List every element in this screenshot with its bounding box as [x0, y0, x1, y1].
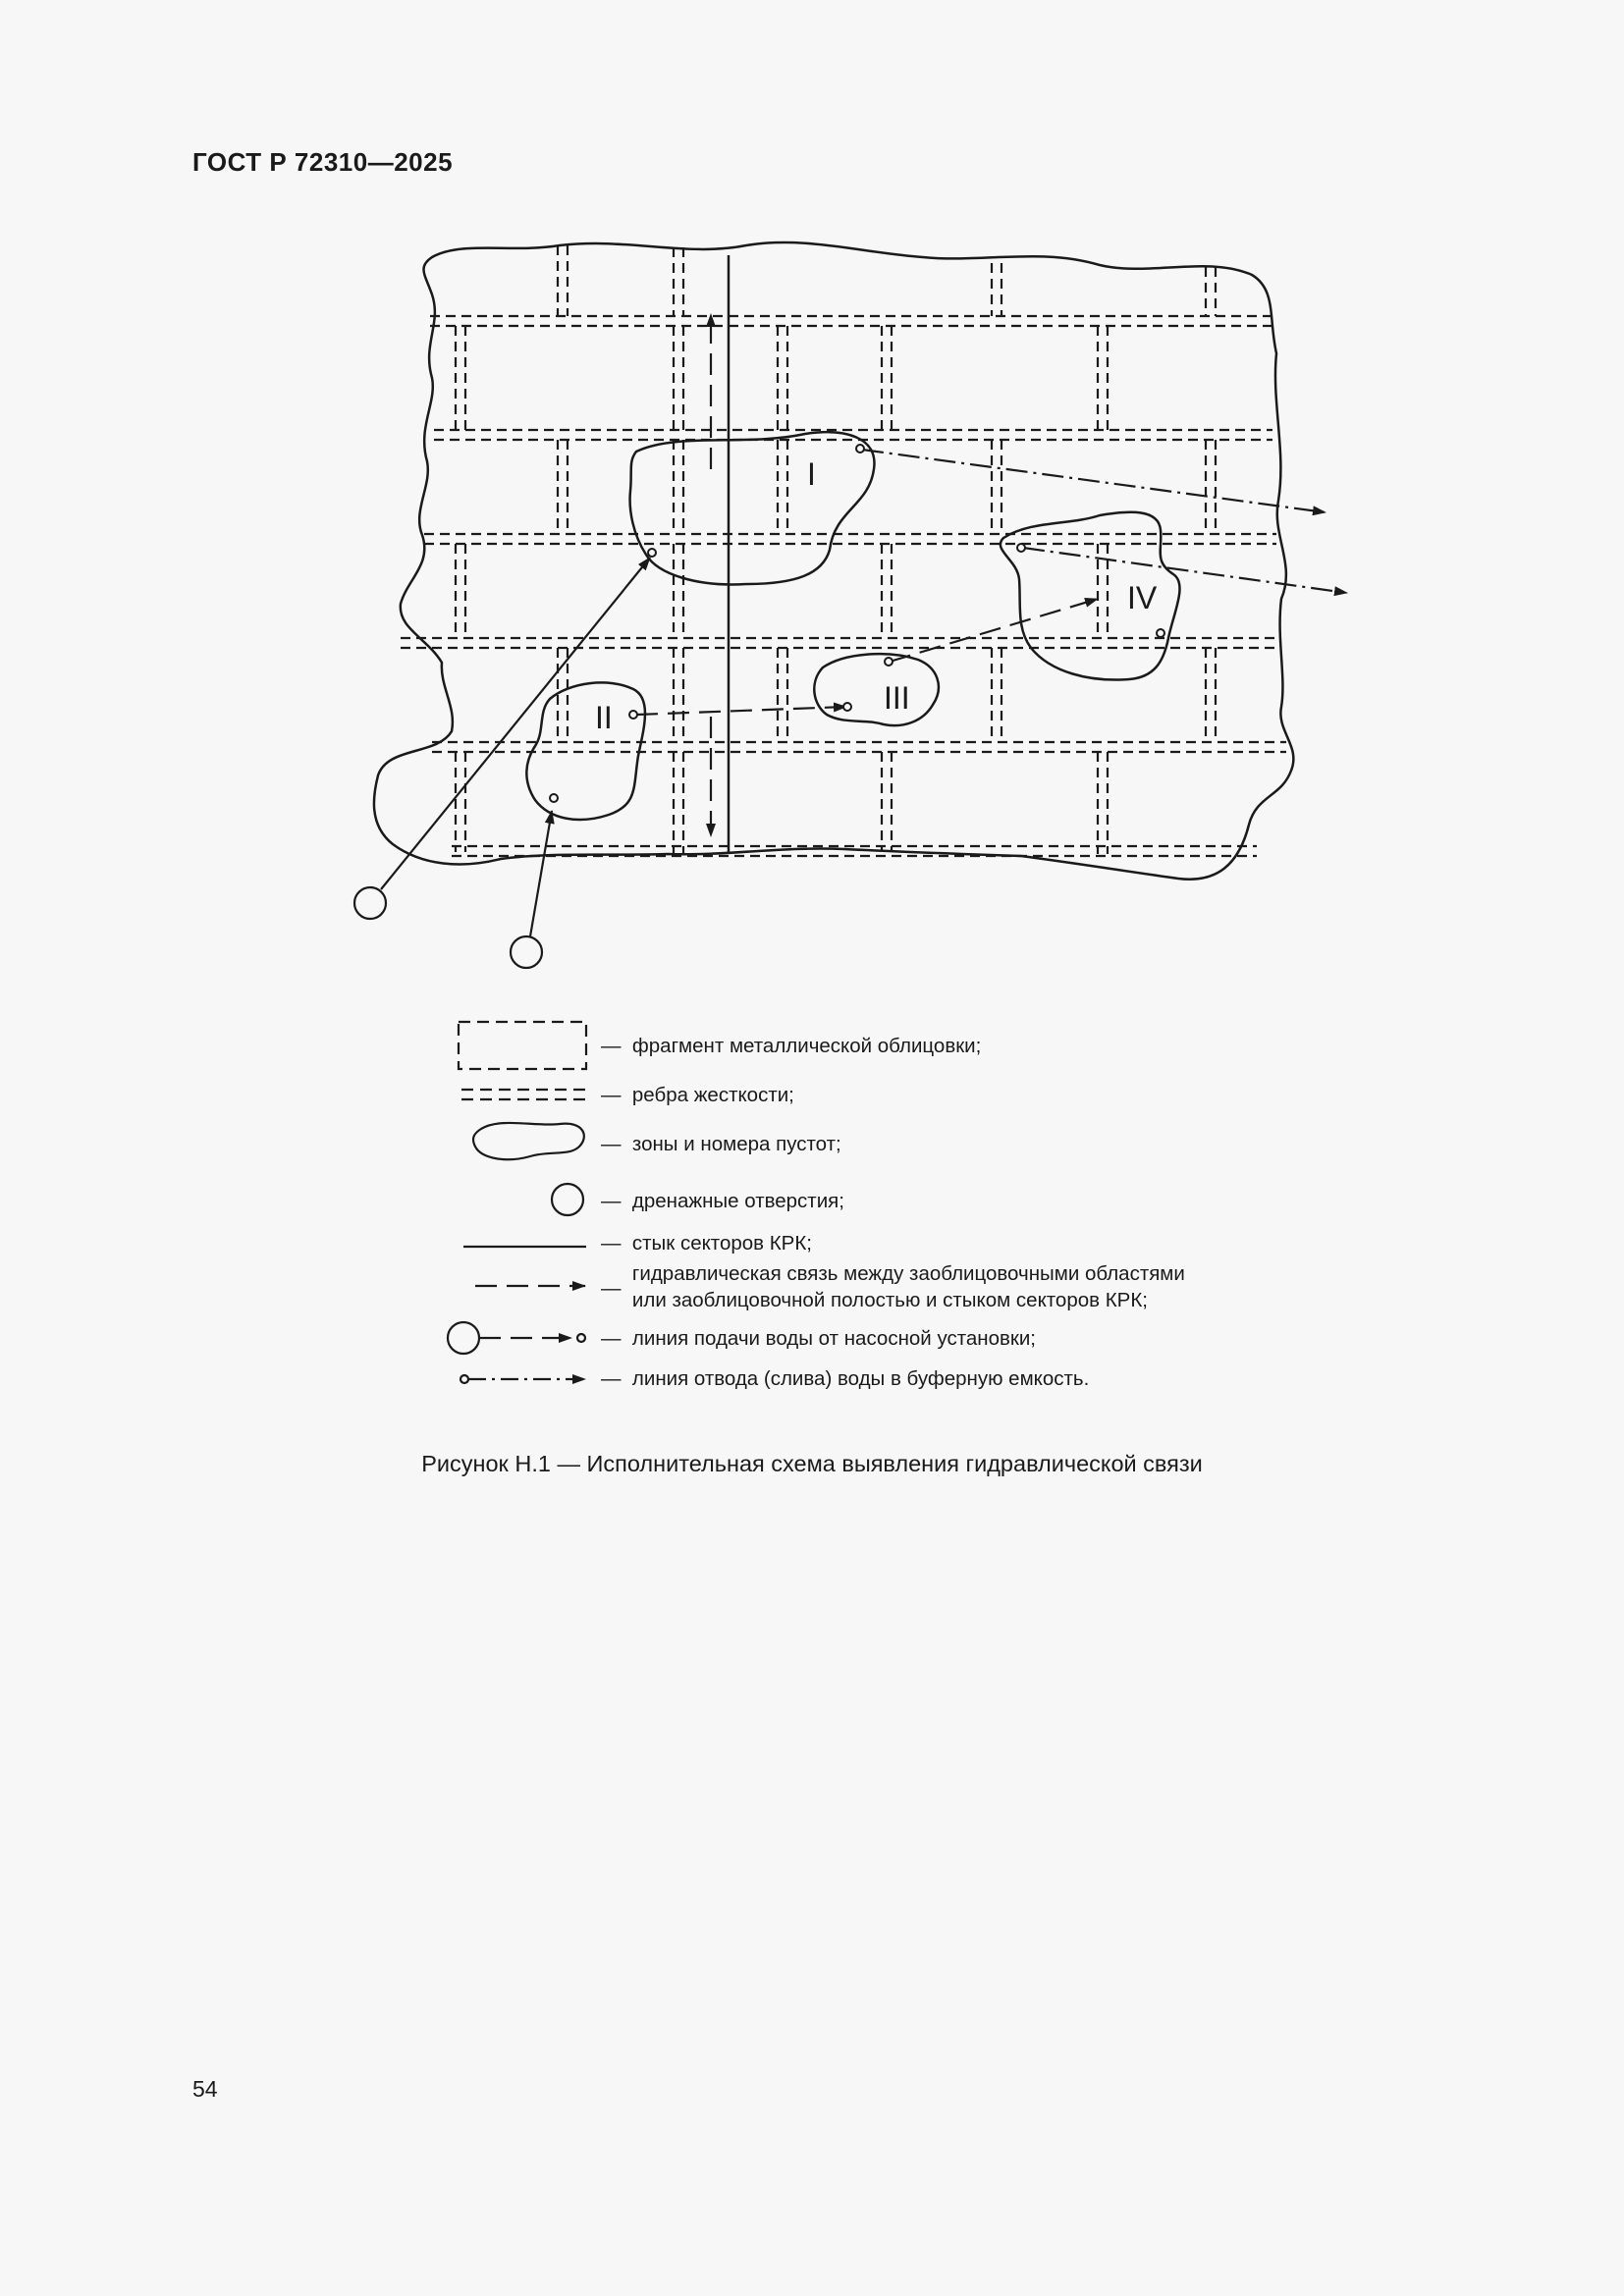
void-zone-i: [630, 432, 875, 584]
legend-symbol-drain-line: [460, 1375, 585, 1383]
legend-item-ribs: [601, 1082, 794, 1108]
legend-item-supply-line: [601, 1325, 1036, 1352]
connection-points: [550, 445, 1164, 802]
legend-symbols: [448, 1022, 586, 1383]
zone-label-ii: II: [595, 700, 613, 735]
legend-text-continued: или заоблицовочной полостью и стыком секторов КРК;: [631, 1289, 1148, 1311]
legend-text: линия отвода (слива) воды в буферную емкость.: [631, 1367, 1090, 1390]
lining-fragments: [456, 245, 1216, 854]
void-zone-iii: [814, 654, 939, 725]
legend-dash: —: [601, 1084, 622, 1106]
void-hydraulic-links: [636, 599, 1098, 715]
legend-dash: —: [601, 1133, 622, 1155]
legend-item-lining: [601, 1033, 981, 1059]
legend-text: фрагмент металлической облицовки;: [631, 1035, 982, 1057]
legend-dash: —: [601, 1190, 622, 1212]
legend-symbol-supply-line: [448, 1322, 585, 1354]
legend-text: дренажные отверстия;: [631, 1190, 844, 1212]
zone-label-iii: III: [884, 680, 910, 716]
legend-item-void-zones: [601, 1131, 841, 1157]
water-supply-lines: [354, 558, 650, 968]
legend-symbol-lining: [459, 1022, 586, 1069]
figure-caption: Рисунок Н.1 — Исполнительная схема выявления гидравлической связи: [421, 1451, 1203, 1476]
legend-symbol-drain-hole: [552, 1184, 583, 1215]
zone-label-i: I: [807, 456, 816, 492]
legend-item-drain-holes: [601, 1188, 844, 1214]
legend-dash: —: [601, 1327, 622, 1350]
drain-lines: [862, 450, 1347, 593]
legend-dash: —: [601, 1035, 622, 1057]
legend-symbol-void-zone: [473, 1123, 584, 1159]
legend-text: гидравлическая связь между заоблицовочными областями: [631, 1262, 1185, 1285]
lining-outer-boundary: [374, 242, 1293, 880]
document-code-header: ГОСТ Р 72310—2025: [192, 147, 454, 177]
zone-label-iv: IV: [1127, 580, 1158, 615]
legend-text: линия подачи воды от насосной установки;: [631, 1327, 1036, 1350]
legend-item-hydraulic-link: [601, 1260, 1185, 1313]
legend-item-sector-joint: [601, 1230, 812, 1256]
legend-text: ребра жесткости;: [631, 1084, 794, 1106]
page-number: 54: [192, 2076, 218, 2102]
legend-dash: —: [601, 1277, 622, 1300]
legend-dash: —: [601, 1367, 622, 1390]
legend-dash: —: [601, 1232, 622, 1255]
legend-text: зоны и номера пустот;: [631, 1133, 841, 1155]
legend-symbol-ribs: [461, 1090, 586, 1099]
legend-item-drain-line: [601, 1365, 1089, 1392]
legend-text: стык секторов КРК;: [631, 1232, 812, 1255]
